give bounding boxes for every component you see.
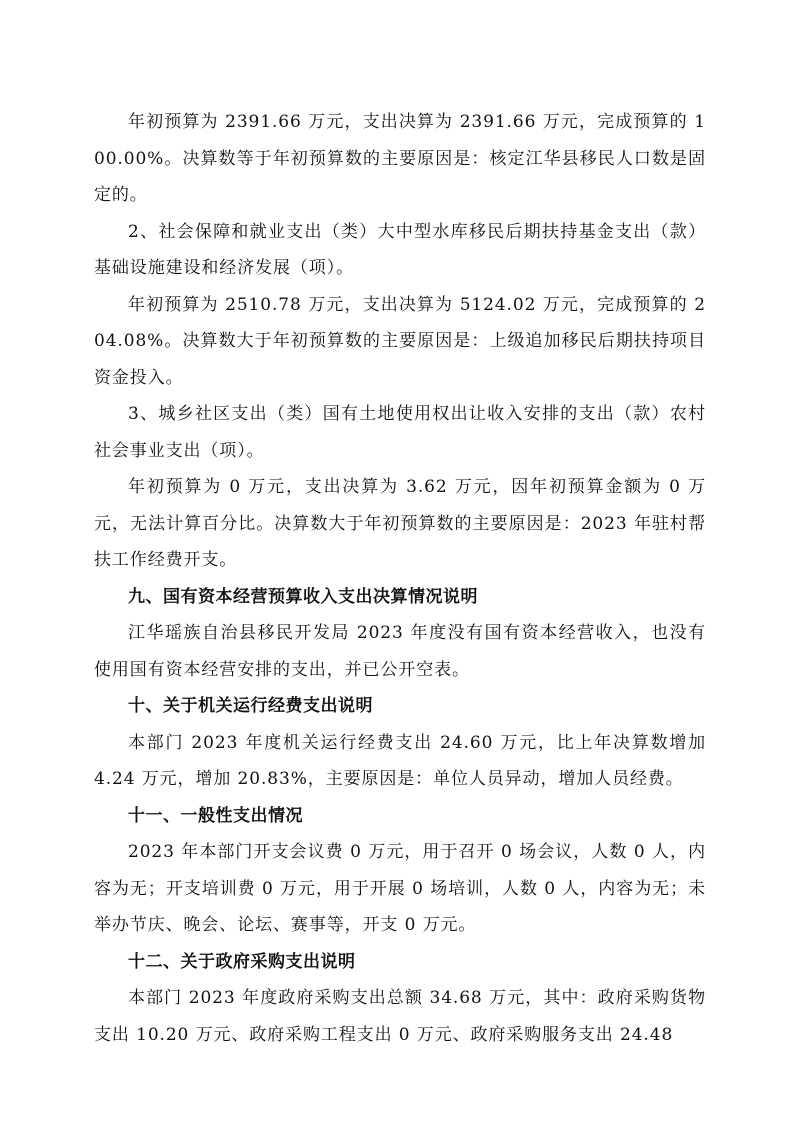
paragraph-budget-item-3-detail: 年初预算为 0 万元，支出决算为 3.62 万元，因年初预算金额为 0 万元，无法计算百分比。决算数大于年初预算数的主要原因是：2023 年驻村帮扶工作经费开支。 xyxy=(94,477,706,570)
paragraph-general-expenses: 2023 年本部门开支会议费 0 万元，用于召开 0 场会议，人数 0 人，内容为无；开支培训费 0 万元，用于开展 0 场培训，人数 0 人，内容为无；未举办节庆、晚会、论坛、赛事等，开支 0 万元。 xyxy=(94,842,706,935)
section-heading-12: 十二、关于政府采购支出说明 xyxy=(128,951,356,972)
section-heading-10: 十、关于机关运行经费支出说明 xyxy=(128,696,373,716)
paragraph-operating-expenses: 本部门 2023 年度机关运行经费支出 24.60 万元，比上年决算数增加 4.24 万元，增加 20.83%，主要原因是：单位人员异动，增加人员经费。 xyxy=(94,732,706,789)
paragraph-item-2-title: 2、社会保障和就业支出（类）大中型水库移民后期扶持基金支出（款）基础设施建设和经济发展（项）。 xyxy=(94,221,706,278)
paragraph-state-capital: 江华瑶族自治县移民开发局 2023 年度没有国有资本经营收入，也没有使用国有资本经营安排的支出，并已公开空表。 xyxy=(94,623,706,680)
paragraph-budget-item-1-detail: 年初预算为 2391.66 万元，支出决算为 2391.66 万元，完成预算的 100.00%。决算数等于年初预算数的主要原因是：核定江华县移民人口数是固定的。 xyxy=(94,112,706,205)
section-heading-11: 十一、一般性支出情况 xyxy=(128,805,303,826)
document-body xyxy=(94,104,706,1053)
paragraph-procurement: 本部门 2023 年度政府采购支出总额 34.68 万元，其中：政府采购货物支出 10.20 万元、政府采购工程支出 0 万元、政府采购服务支出 24.48 xyxy=(94,988,706,1045)
paragraph-budget-item-2-detail: 年初预算为 2510.78 万元，支出决算为 5124.02 万元，完成预算的 204.08%。决算数大于年初预算数的主要原因是：上级追加移民后期扶持项目资金投入。 xyxy=(94,294,706,388)
paragraph-item-3-title: 3、城乡社区支出（类）国有土地使用权出让收入安排的支出（款）农村社会事业支出（项）。 xyxy=(94,404,706,461)
section-heading-9: 九、国有资本经营预算收入支出决算情况说明 xyxy=(128,586,478,607)
